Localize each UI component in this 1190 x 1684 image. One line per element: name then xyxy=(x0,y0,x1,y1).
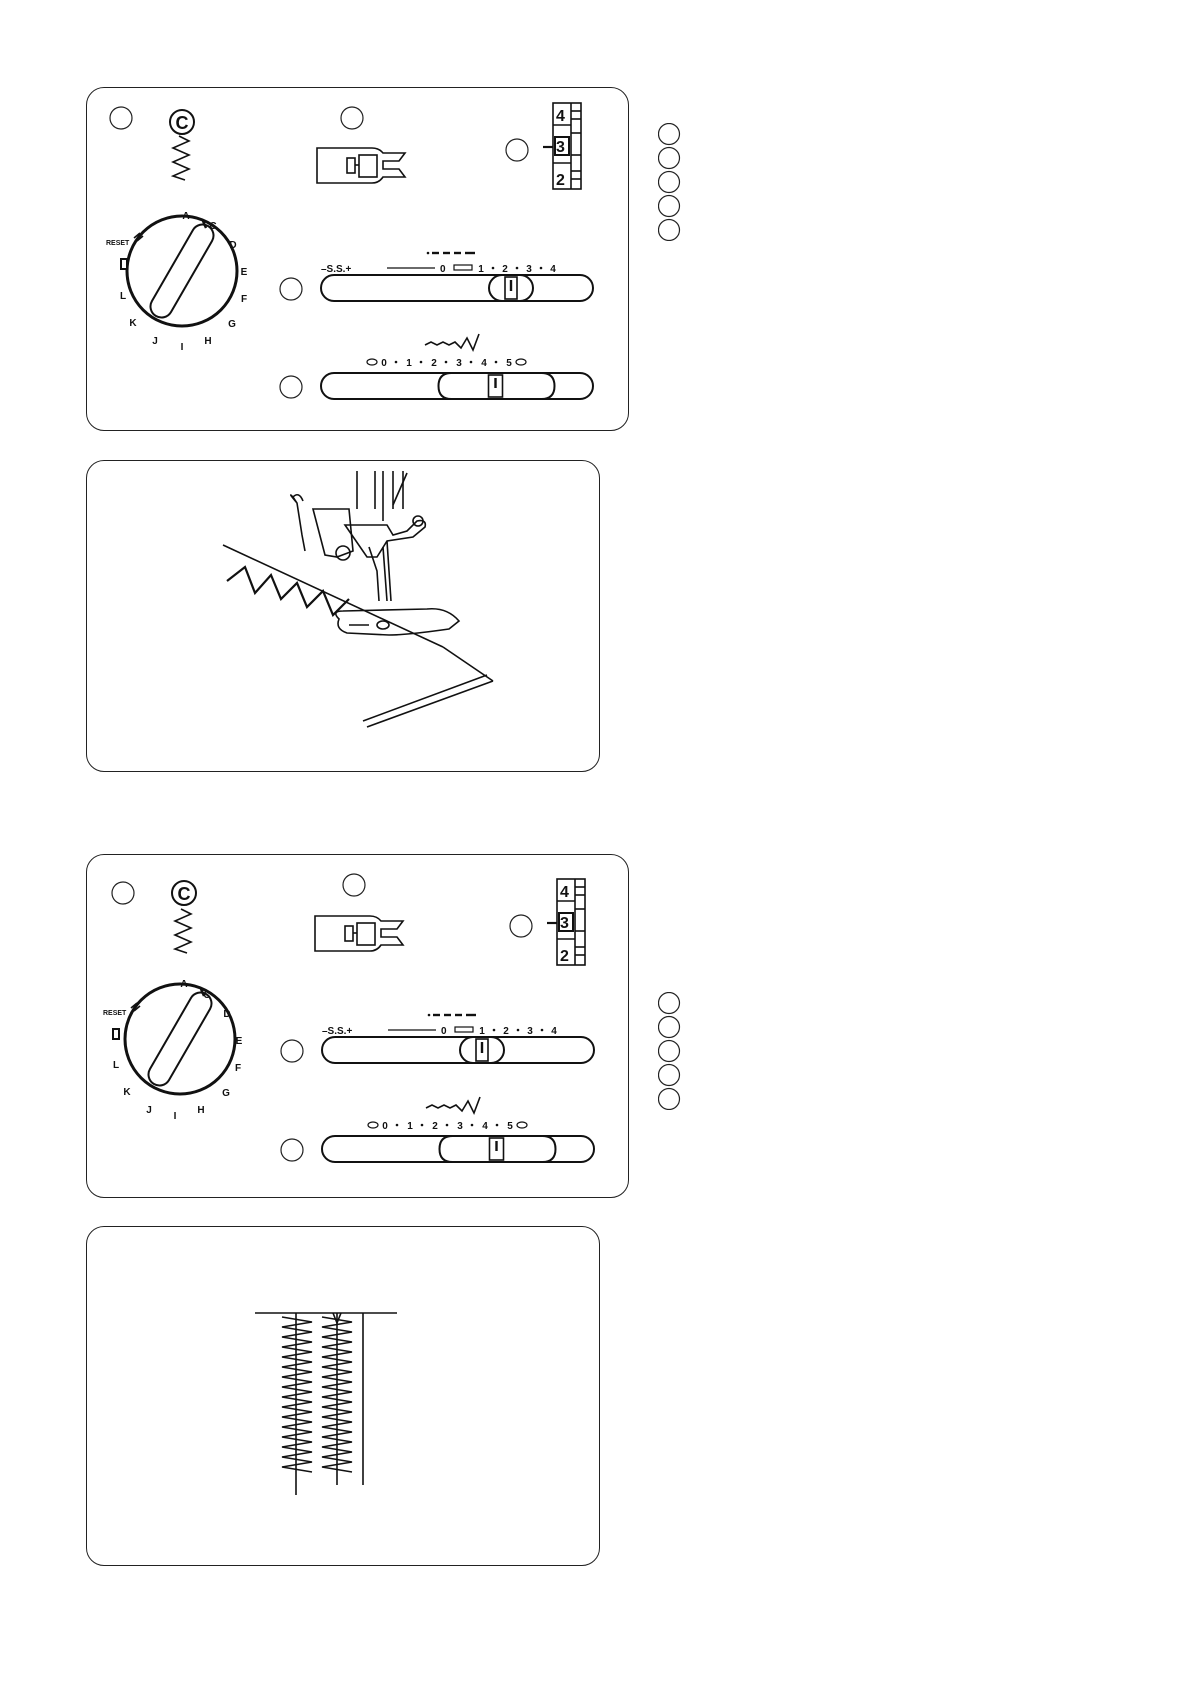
settings-panel-1 xyxy=(86,87,629,431)
callout-circle xyxy=(659,124,680,145)
length-scale-left-label: –S.S.+ xyxy=(322,1026,353,1037)
width-scale-tick: 3 xyxy=(456,358,462,369)
width-scale-tick: 2 xyxy=(432,1121,438,1132)
zigzag-width-scale xyxy=(368,1121,527,1132)
buttonhole-position-icon xyxy=(121,259,127,269)
width-scale-tick: 5 xyxy=(506,358,512,369)
length-scale-tick: 1 xyxy=(478,264,484,275)
fabric-edge xyxy=(223,545,443,647)
callout-circle xyxy=(659,1065,680,1086)
tension-digit: 2 xyxy=(560,948,569,965)
dial-letter: C xyxy=(203,990,211,1001)
length-scale-tick: 4 xyxy=(550,264,556,275)
side-callout-group-1 xyxy=(658,123,682,241)
length-scale-tick: 3 xyxy=(527,1026,533,1037)
dial-reset-label: RESET xyxy=(106,240,130,247)
stitch-length-scale xyxy=(322,1014,557,1037)
width-scale-tick: 2 xyxy=(431,358,437,369)
zigzag-stitches xyxy=(227,567,349,615)
width-scale-tick: 3 xyxy=(457,1121,463,1132)
dial-letter: H xyxy=(204,336,212,347)
callout-circle xyxy=(510,915,532,937)
presser-foot-sole xyxy=(336,609,459,635)
dial-letter: L xyxy=(112,1060,120,1071)
callout-circle xyxy=(112,882,134,904)
dial-letter: I xyxy=(173,1111,177,1122)
callout-circle xyxy=(506,139,528,161)
callout-circle xyxy=(280,376,302,398)
width-scale-tick: 1 xyxy=(406,358,412,369)
callout-circle xyxy=(343,874,365,896)
dial-letter: J xyxy=(146,1105,152,1116)
dial-letter: C xyxy=(209,221,217,232)
dial-letter: F xyxy=(234,1063,242,1074)
illustration-panel-1 xyxy=(86,460,600,772)
width-scale-tick: 1 xyxy=(407,1121,413,1132)
callout-circle xyxy=(659,172,680,193)
buttonhole-position-icon xyxy=(113,1029,119,1039)
callout-circle xyxy=(659,1089,680,1110)
thread-tension-scale xyxy=(547,879,585,965)
presser-foot-shank xyxy=(313,509,353,557)
dial-letter: G xyxy=(222,1088,230,1099)
zigzag-width-slider[interactable] xyxy=(321,373,593,399)
dial-letter: D xyxy=(223,1009,231,1020)
dial-letter: D xyxy=(229,240,237,251)
zigzag-width-icon xyxy=(425,334,479,350)
stitch-mark-letter: C xyxy=(175,113,189,133)
zigzag-width-slider[interactable] xyxy=(322,1136,594,1162)
length-scale-tick: 4 xyxy=(551,1026,557,1037)
dial-letter: G xyxy=(228,319,236,330)
dial-letter: F xyxy=(240,294,248,305)
callout-circle xyxy=(659,1017,680,1038)
dial-reset-label: RESET xyxy=(103,1010,127,1017)
callout-circle xyxy=(281,1139,303,1161)
callout-circle xyxy=(659,148,680,169)
pointer-line xyxy=(393,473,407,505)
settings-panel-2 xyxy=(86,854,629,1198)
length-scale-tick: 1 xyxy=(479,1026,485,1037)
length-scale-left-label: –S.S.+ xyxy=(321,264,352,275)
length-scale-tick: 3 xyxy=(526,264,532,275)
settings-panel-2-art xyxy=(87,855,630,1199)
dial-letter: H xyxy=(197,1105,205,1116)
stitch-length-slider-knob[interactable] xyxy=(460,1037,504,1063)
dial-letter: K xyxy=(129,318,137,329)
dial-letter: E xyxy=(235,1036,243,1047)
stitch-length-scale xyxy=(321,252,556,275)
pattern-selector-dial[interactable] xyxy=(127,216,237,326)
width-scale-tick: 4 xyxy=(481,358,487,369)
zigzag-width-slider-knob[interactable] xyxy=(490,1138,504,1160)
presser-foot-icon xyxy=(315,916,403,951)
callout-circle xyxy=(110,107,132,129)
zigzag-width-icon xyxy=(426,1097,480,1113)
stitch-length-slider[interactable] xyxy=(321,275,593,301)
zigzag-stitch-icon xyxy=(173,136,189,180)
stitch-length-slider-knob[interactable] xyxy=(489,275,533,301)
presser-foot-illustration xyxy=(87,461,601,773)
length-scale-tick: 2 xyxy=(502,264,508,275)
zigzag-stitch-icon xyxy=(175,909,191,953)
tension-digit: 3 xyxy=(556,139,565,156)
width-scale-tick: 5 xyxy=(507,1121,513,1132)
length-scale-zero: 0 xyxy=(440,264,446,275)
width-scale-tick: 4 xyxy=(482,1121,488,1132)
callout-circle xyxy=(659,1041,680,1062)
presser-foot-icon xyxy=(317,148,405,183)
side-callout-group-2 xyxy=(658,992,682,1110)
tension-digit: 4 xyxy=(560,884,569,901)
dial-letter: J xyxy=(152,336,158,347)
dial-letter: K xyxy=(123,1087,131,1098)
tension-digit: 4 xyxy=(556,108,565,125)
zigzag-seam-left xyxy=(282,1317,312,1472)
zigzag-seam-right xyxy=(322,1317,352,1472)
dial-letter: A xyxy=(182,211,190,222)
zigzag-width-scale xyxy=(367,358,526,369)
settings-panel-1-art xyxy=(87,88,630,432)
callout-circle xyxy=(659,220,680,241)
callout-circle xyxy=(280,278,302,300)
callout-circle xyxy=(659,196,680,217)
stitch-length-slider[interactable] xyxy=(322,1037,594,1063)
tension-digit: 2 xyxy=(556,172,565,189)
callout-circle xyxy=(341,107,363,129)
zigzag-seam-illustration xyxy=(87,1227,601,1567)
length-scale-zero: 0 xyxy=(441,1026,447,1037)
illustration-panel-2 xyxy=(86,1226,600,1566)
length-scale-tick: 2 xyxy=(503,1026,509,1037)
thread-tension-scale xyxy=(543,103,581,189)
width-scale-tick: 0 xyxy=(381,358,387,369)
width-scale-tick: 0 xyxy=(382,1121,388,1132)
callout-circle xyxy=(659,993,680,1014)
dial-letter: E xyxy=(240,267,248,278)
stitch-mark-letter: C xyxy=(177,884,191,904)
callout-circle xyxy=(281,1040,303,1062)
dial-letter: L xyxy=(119,291,127,302)
tension-digit: 3 xyxy=(560,915,569,932)
pattern-selector-dial[interactable] xyxy=(125,984,235,1094)
dial-letter: A xyxy=(180,979,188,990)
dial-letter: I xyxy=(180,342,184,353)
